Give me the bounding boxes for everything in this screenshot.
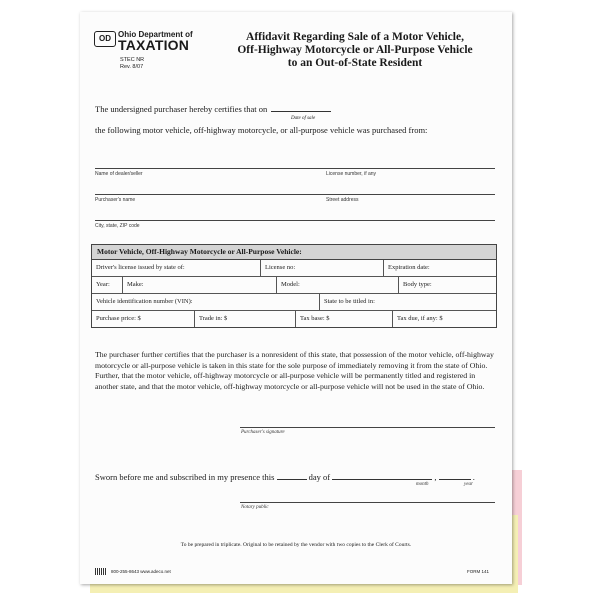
city-state-zip-caption: City, state, ZIP code: [95, 223, 140, 229]
department-taxation: TAXATION: [118, 37, 190, 53]
table-row: [92, 294, 496, 311]
affidavit-form: [80, 12, 512, 584]
make-cell[interactable]: Make:: [122, 277, 276, 293]
triplicate-note: To be prepared in triplicate. Original to be retained by the vendor with two copies to the Clerk of Courts.: [180, 542, 412, 548]
year-field[interactable]: [439, 471, 471, 480]
trade-in-cell[interactable]: Trade in: $: [194, 311, 295, 327]
purchase-price-cell[interactable]: Purchase price: $: [96, 315, 141, 322]
year-cell[interactable]: Year:: [96, 281, 110, 288]
department-name: Ohio Department of: [118, 30, 193, 39]
expiration-date-cell[interactable]: Expiration date:: [383, 260, 496, 276]
title-line-3: to an Out-of-State Resident: [287, 57, 423, 69]
street-address-caption: Street address: [326, 197, 359, 203]
form-number: FORM 141: [467, 569, 490, 574]
vin-cell[interactable]: Vehicle identification number (VIN):: [96, 298, 193, 305]
purchaser-signature-caption: Purchaser's signature: [241, 430, 285, 435]
table-row: [92, 311, 496, 327]
table-row: [92, 260, 496, 277]
date-of-sale-caption: Date of sale: [291, 116, 316, 121]
state-titled-cell[interactable]: State to be titled in:: [319, 294, 496, 310]
title-line-1: Affidavit Regarding Sale of a Motor Vehicle,: [246, 31, 464, 43]
month-field[interactable]: [332, 471, 432, 480]
tax-due-cell[interactable]: Tax due, if any: $: [392, 311, 496, 327]
purchaser-line[interactable]: [95, 194, 495, 195]
day-of-text: day of: [308, 472, 331, 482]
title-line-2: Off-Highway Motorcycle or All-Purpose Vehicle: [237, 44, 473, 56]
purchased-from-text: the following motor vehicle, off-highway motorcycle, or all-purpose vehicle was purchased from:: [95, 125, 428, 135]
table-row: [92, 277, 496, 294]
purchaser-name-caption: Purchaser's name: [95, 197, 136, 203]
sworn-statement: Sworn before me and subscribed in my presence this day of , .: [95, 472, 475, 482]
license-no-cell[interactable]: License no:: [260, 260, 383, 276]
form-revision: Rev. 8/07: [120, 64, 144, 70]
vehicle-table: [91, 244, 497, 328]
certification-text: The undersigned purchaser hereby certifies that on: [95, 104, 268, 114]
barcode-icon: [95, 568, 107, 575]
year-caption: year: [464, 482, 473, 487]
nonresident-statement: The purchaser further certifies that the purchaser is a nonresident of this state, that possession of the motor vehicle, off-highway motorcycle or all-purpose vehicle is taken in this state for the sole purpose of immediately removing it from the state of Ohio. Further, that the motor vehicle, off-highway motorcycle or all-purpose vehicle will be permanently titled and registered in another state, and that the motor vehicle, off-highway motorcycle or all-purpose vehicle will not be used in the state of Ohio.: [95, 350, 494, 391]
month-caption: month: [416, 482, 429, 487]
notary-signature-line[interactable]: [240, 502, 495, 503]
form-title: [220, 31, 490, 70]
form-identifier: [120, 57, 144, 71]
city-line[interactable]: [95, 220, 495, 221]
drivers-license-state-cell[interactable]: Driver's license issued by state of:: [96, 264, 185, 271]
ohio-logo-icon: OD: [94, 31, 116, 47]
day-field[interactable]: [277, 471, 307, 480]
certification-line: [95, 103, 331, 114]
vehicle-table-heading: Motor Vehicle, Off-Highway Motorcycle or All-Purpose Vehicle:: [92, 245, 496, 260]
model-cell[interactable]: Model:: [276, 277, 398, 293]
sworn-text: Sworn before me and subscribed in my presence this: [95, 472, 275, 482]
body-type-cell[interactable]: Body type:: [398, 277, 496, 293]
notary-public-caption: Notary public: [241, 505, 269, 510]
dealer-name-caption: Name of dealer/seller: [95, 171, 143, 177]
tax-base-cell[interactable]: Tax base: $: [295, 311, 392, 327]
license-number-caption: License number, if any: [326, 171, 377, 177]
dealer-line[interactable]: [95, 168, 495, 169]
form-code: STEC NR: [120, 57, 145, 63]
date-of-sale-field[interactable]: [271, 103, 331, 112]
purchaser-signature-line[interactable]: [240, 427, 495, 428]
vendor-contact: 800-255-8643 www.adeco.net: [111, 569, 171, 574]
